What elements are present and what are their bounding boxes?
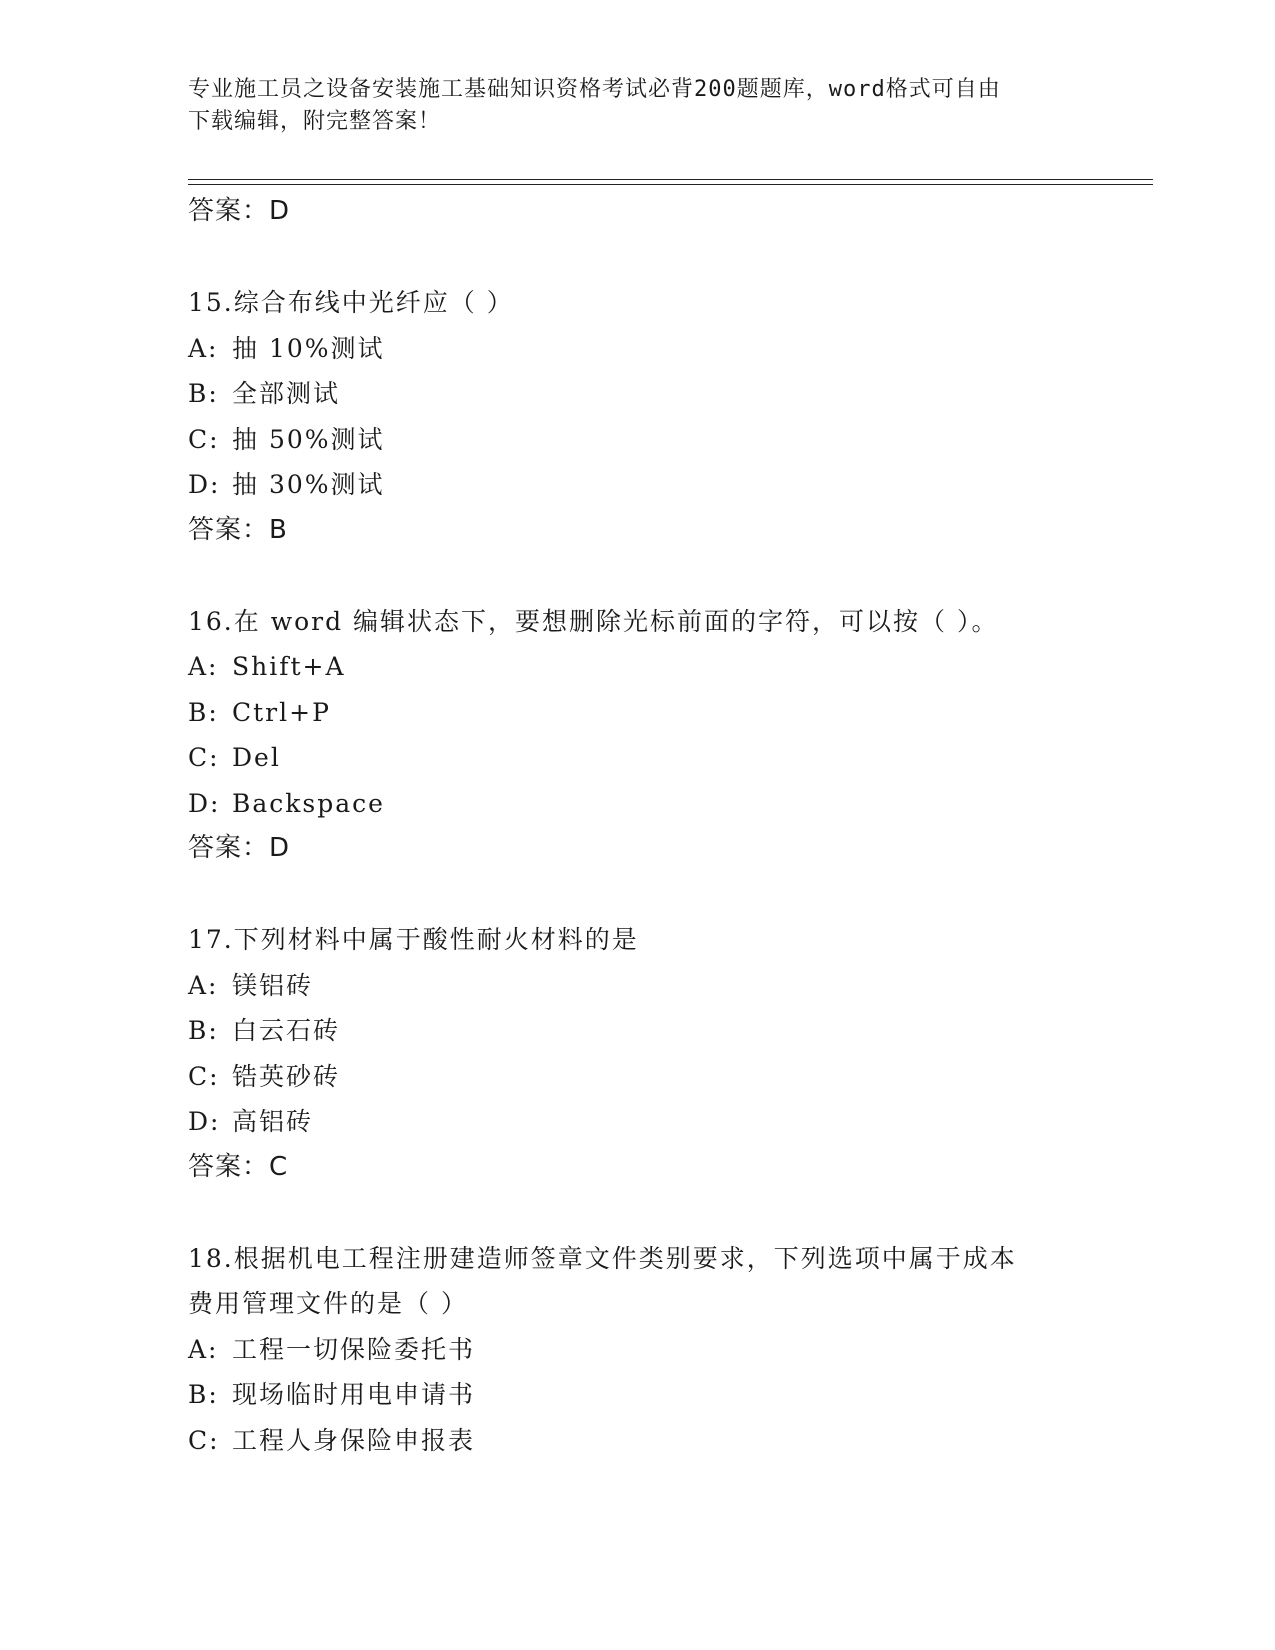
question-list (188, 189, 1128, 1463)
header-title-line-1: 专业施工员之设备安装施工基础知识资格考试必背200题题库，word格式可自由 (188, 77, 1001, 102)
answer-line: 答案：B (188, 514, 288, 545)
option-b (188, 690, 1128, 736)
option-a (188, 326, 1128, 372)
option-key: C: (188, 743, 220, 772)
option-text: Shift+A (232, 652, 346, 681)
option-c (188, 1054, 1128, 1100)
question-text: 16.在 word 编辑状态下，要想删除光标前面的字符，可以按（ ）。 (188, 606, 999, 636)
question-text-line-1: 18.根据机电工程注册建造师签章文件类别要求，下列选项中属于成本 (188, 1243, 1017, 1273)
option-a (188, 1327, 1128, 1373)
question-block-17 (188, 917, 1128, 1190)
question-text: 17.下列材料中属于酸性耐火材料的是 (188, 925, 639, 954)
spacer (188, 872, 1128, 918)
option-text: Backspace (232, 788, 385, 818)
option-key: B: (188, 379, 219, 408)
option-text: 抽 50%测试 (232, 424, 385, 454)
question-text-line-2: 费用管理文件的是（ ） (188, 1289, 468, 1318)
option-d (188, 1099, 1128, 1145)
option-a (188, 963, 1128, 1009)
question-text: 15.综合布线中光纤应（ ） (188, 288, 514, 317)
option-text: 工程一切保险委托书 (232, 1334, 476, 1364)
option-b (188, 1008, 1128, 1054)
option-text: 现场临时用电申请书 (232, 1380, 476, 1409)
option-text: 全部测试 (232, 379, 341, 408)
spacer (188, 553, 1128, 599)
option-text: 高铝砖 (232, 1107, 314, 1136)
answer-line: 答案：C (188, 1151, 289, 1182)
option-key: B: (188, 1380, 219, 1409)
option-c (188, 417, 1128, 463)
option-a (188, 644, 1128, 690)
answer-line: 答案：D (188, 196, 291, 226)
header-title-line-2: 下载编辑，附完整答案！ (188, 109, 442, 134)
option-key: A: (188, 970, 219, 1000)
document-header (188, 74, 1078, 138)
option-key: D: (188, 788, 221, 818)
option-text: 抽 30%测试 (232, 470, 385, 499)
question-block-16 (188, 599, 1128, 872)
option-d (188, 462, 1128, 508)
option-text: Ctrl+P (232, 697, 331, 727)
option-c (188, 1418, 1128, 1464)
answer-line: 答案：D (188, 833, 291, 863)
option-c (188, 735, 1128, 781)
option-key: C: (188, 1061, 220, 1091)
option-d (188, 781, 1128, 827)
spacer (188, 235, 1128, 281)
option-key: B: (188, 1016, 219, 1045)
option-key: A: (188, 1334, 219, 1364)
option-b (188, 371, 1128, 417)
option-text: Del (232, 743, 281, 772)
option-key: D: (188, 1107, 221, 1136)
option-key: A: (188, 652, 219, 681)
option-key: C: (188, 1425, 220, 1455)
option-key: A: (188, 333, 219, 363)
option-text: 镁铝砖 (232, 970, 314, 1000)
spacer (188, 1190, 1128, 1236)
question-block-15 (188, 280, 1128, 553)
option-b (188, 1372, 1128, 1418)
option-text: 白云石砖 (232, 1016, 341, 1045)
option-text: 锆英砂砖 (232, 1061, 341, 1091)
option-key: D: (188, 470, 221, 499)
option-key: C: (188, 424, 220, 454)
option-text: 工程人身保险申报表 (232, 1425, 476, 1455)
question-block-18 (188, 1236, 1128, 1464)
option-key: B: (188, 697, 219, 727)
option-text: 抽 10%测试 (232, 333, 385, 363)
header-divider-top (188, 179, 1153, 180)
header-divider-bottom (188, 184, 1153, 185)
